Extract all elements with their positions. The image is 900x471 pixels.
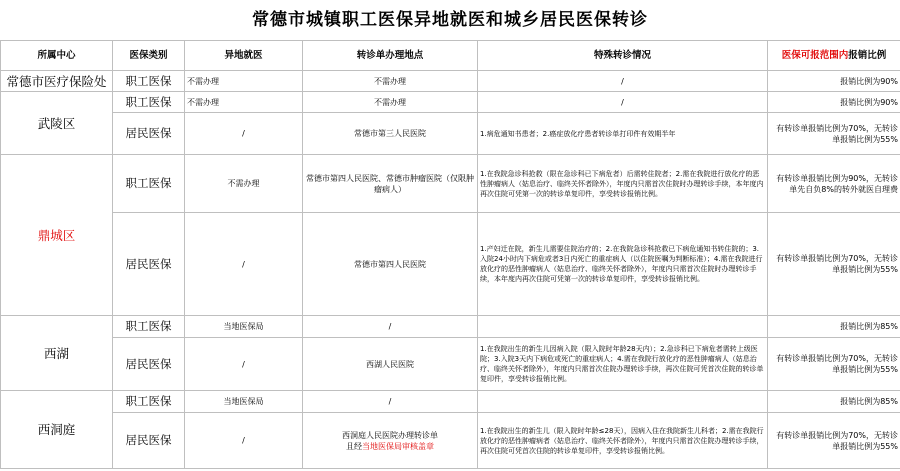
place-cell: 常德市第三人民医院 xyxy=(303,113,478,155)
type-cell: 居民医保 xyxy=(113,113,185,155)
table-row xyxy=(1,338,900,391)
place-line-1: 西洞庭人民医院办理转诊单 xyxy=(342,430,438,440)
center-cell: 武陵区 xyxy=(1,92,113,155)
place-red-text: 当地医保局审核盖章 xyxy=(362,441,434,451)
special-cell: / xyxy=(478,71,768,92)
special-cell: / xyxy=(478,92,768,113)
special-cell xyxy=(478,391,768,413)
ratio-cell: 报销比例为90% xyxy=(768,71,900,92)
ratio-cell: 有转诊单报销比例为70%，无转诊单报销比例为55% xyxy=(768,338,900,391)
special-cell: 1.在我院出生的新生儿因病入院（限入院时年龄28天内）；2.急诊科已下病危者需转上级医院；3.入院3天内下病危或死亡的重症病人；4.需在我院行放化疗的恶性肿瘤病人（姑息治疗、临终关怀者除外），年度内只需首次住院办理转诊手续，再次住院可凭首次住院的转诊单复印件，享受转诊报销比例。 xyxy=(478,338,768,391)
page-title: 常德市城镇职工医保异地就医和城乡居民医保转诊 xyxy=(252,10,648,30)
type-cell: 职工医保 xyxy=(113,391,185,413)
ratio-cell: 有转诊单报销比例为70%，无转诊单报销比例为55% xyxy=(768,413,900,469)
remote-cell: / xyxy=(185,413,303,469)
special-cell: 1.在我院出生的新生儿（限入院时年龄≤28天），因病入住在我院新生儿科者；2.需在我院行放化疗的恶性肿瘤病者（姑息治疗、临终关怀者除外），年度内只需首次住院办理转诊手续，再次住院可凭首次住院的转诊单复印件，享受转诊报销比例。 xyxy=(478,413,768,469)
remote-cell: 不需办理 xyxy=(185,155,303,213)
header-center: 所属中心 xyxy=(1,41,113,71)
type-cell: 职工医保 xyxy=(113,155,185,213)
ratio-cell: 有转诊单报销比例为70%，无转诊单报销比例为55% xyxy=(768,213,900,316)
remote-cell: / xyxy=(185,338,303,391)
table-header-row xyxy=(1,41,900,71)
table-row xyxy=(1,213,900,316)
ratio-cell: 报销比例为90% xyxy=(768,92,900,113)
type-cell: 职工医保 xyxy=(113,71,185,92)
header-type: 医保类别 xyxy=(113,41,185,71)
place-cell: 常德市第四人民医院 xyxy=(303,213,478,316)
place-cell: 西湖人民医院 xyxy=(303,338,478,391)
place-cell: / xyxy=(303,316,478,338)
special-cell: 1.产妇迁在院，新生儿需要住院治疗的；2.在我院急诊科抢救已下病危通知书转住院的；3.入院24小时内下病危或者3日内死亡的重症病人（以住院医嘱为判断标准）；4.需在我院进行放化疗的恶性肿瘤病人（姑息治疗、临终关怀者除外），年度内只需首次住院时办理转诊手续，本年度内再次住院可凭第一次的转诊单复印件，享受转诊报销比例。 xyxy=(478,213,768,316)
place-line-2 xyxy=(305,441,475,452)
type-cell: 居民医保 xyxy=(113,413,185,469)
remote-cell: 不需办理 xyxy=(185,92,303,113)
header-ratio-black: 报销比例 xyxy=(848,50,887,61)
table-row xyxy=(1,391,900,413)
center-cell: 西洞庭 xyxy=(1,391,113,469)
place-text: 且经 xyxy=(346,441,362,451)
type-cell: 居民医保 xyxy=(113,338,185,391)
center-cell: 西湖 xyxy=(1,316,113,391)
table-row xyxy=(1,316,900,338)
header-ratio xyxy=(768,41,900,71)
ratio-cell: 有转诊单报销比例为90%，无转诊单先自负8%的转外就医自理费 xyxy=(768,155,900,213)
table-row xyxy=(1,113,900,155)
table-row xyxy=(1,71,900,92)
remote-cell: / xyxy=(185,113,303,155)
place-cell xyxy=(303,413,478,469)
remote-cell: 当地医保局 xyxy=(185,316,303,338)
table-row xyxy=(1,413,900,469)
table-row xyxy=(1,92,900,113)
header-special: 特殊转诊情况 xyxy=(478,41,768,71)
table-row xyxy=(1,155,900,213)
special-cell xyxy=(478,316,768,338)
header-remote: 异地就医 xyxy=(185,41,303,71)
place-cell: 不需办理 xyxy=(303,92,478,113)
remote-cell: / xyxy=(185,213,303,316)
place-cell: / xyxy=(303,391,478,413)
special-cell: 1.在我院急诊科抢救（限在急诊科已下病危者）后需转住院者；2.需在我院进行放化疗的恶性肿瘤病人（姑息治疗、临终关怀者除外），年度内只需首次住院时办理转诊手续，本年度内再次住院可凭第一次的转诊单复印件，享受转诊报销比例。 xyxy=(478,155,768,213)
remote-cell: 不需办理 xyxy=(185,71,303,92)
remote-cell: 当地医保局 xyxy=(185,391,303,413)
place-cell: 常德市第四人民医院、常德市肿瘤医院（仅限肿瘤病人） xyxy=(303,155,478,213)
ratio-cell: 有转诊单报销比例为70%，无转诊单报销比例为55% xyxy=(768,113,900,155)
center-cell: 常德市医疗保险处 xyxy=(1,71,113,92)
center-cell: 鼎城区 xyxy=(1,155,113,316)
ratio-cell: 报销比例为85% xyxy=(768,316,900,338)
ratio-cell: 报销比例为85% xyxy=(768,391,900,413)
header-ratio-red: 医保可报范围内 xyxy=(781,50,849,61)
header-referral-place: 转诊单办理地点 xyxy=(303,41,478,71)
place-cell: 不需办理 xyxy=(303,71,478,92)
referral-table xyxy=(0,40,900,469)
type-cell: 职工医保 xyxy=(113,316,185,338)
type-cell: 居民医保 xyxy=(113,213,185,316)
type-cell: 职工医保 xyxy=(113,92,185,113)
special-cell: 1.病危通知书患者；2.癌症放化疗患者转诊单打印件有效期半年 xyxy=(478,113,768,155)
